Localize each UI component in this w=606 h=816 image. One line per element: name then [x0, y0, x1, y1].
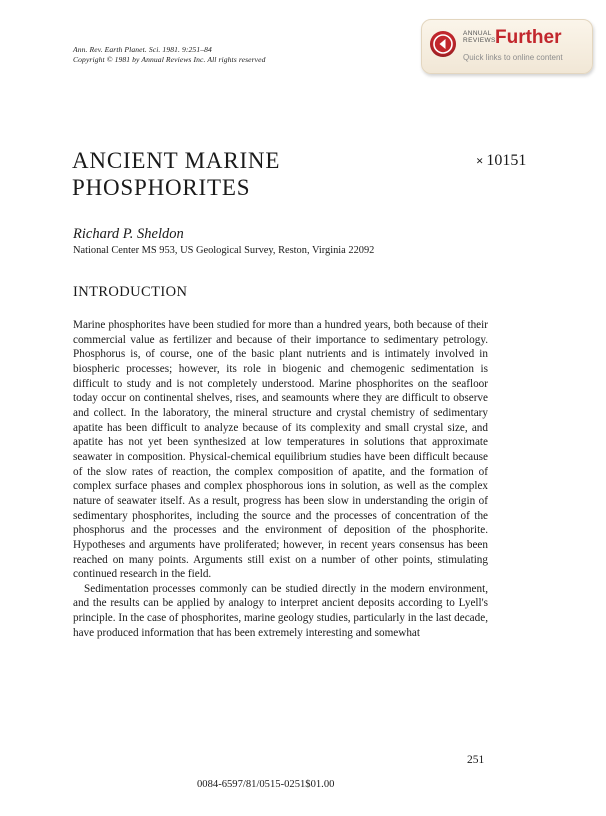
article-body — [73, 318, 488, 640]
further-label: Further — [495, 27, 562, 48]
page-number: 251 — [467, 754, 485, 766]
paragraph-2: Sedimentation processes commonly can be studied directly in the modern environment, and the results can be applied by analogy to interpret ancient deposits according to Lyell's principle. In the case of phosphorites, marine geology studies, particularly in the last decade, have produced information that has been extremely interesting and somewhat — [73, 582, 488, 639]
reference-number — [476, 151, 526, 171]
section-heading: INTRODUCTION — [73, 284, 188, 300]
back-arrow-icon — [430, 31, 456, 57]
article-code: 0084-6597/81/0515-0251$01.00 — [197, 779, 335, 790]
quick-links-label: Quick links to online content — [463, 53, 563, 62]
title-line-2: PHOSPHORITES — [72, 175, 251, 200]
title-line-1: ANCIENT MARINE — [72, 148, 281, 173]
annual-reviews-label: ANNUAL REVIEWS — [463, 30, 496, 44]
copyright-notice: Copyright © 1981 by Annual Reviews Inc. All rights reserved — [73, 55, 266, 64]
author-affiliation: National Center MS 953, US Geological Survey, Reston, Virginia 22092 — [73, 245, 375, 256]
reference-number-value: 10151 — [486, 152, 527, 169]
author-name: Richard P. Sheldon — [73, 226, 184, 242]
journal-reference — [73, 45, 266, 65]
cross-mark-icon: × — [476, 153, 484, 168]
journal-citation: Ann. Rev. Earth Planet. Sci. 1981. 9:251–84 — [73, 45, 212, 54]
paragraph-1: Marine phosphorites have been studied for more than a hundred years, both because of their commercial value as fertilizer and because of their importance to sedimentary petrology. Phosphorus is, of course, one of the basic plant nutrients and is intimately involved in biospheric processes; however, its role in biogenic and chemogenic sedimentation is difficult to study and is not completely understood. Marine phosphorites on the seafloor today occur on continental shelves, rises, and seamounts where they are difficult to observe and collect. In the laboratory, the mineral structure and crystal chemistry of sedimentary apatite has been difficult to analyze because of its complexity and small crystal size, and apatite has not yet been synthesized at low temperatures in solutions that approximate seawater in composition. Physical-chemical equilibrium studies have been difficult because of the slow rates of reaction, the complex composition of apatite, and the formation of complex surface phases and complex phosphorous ions in solution, as well as the complex nature of seawater itself. As a result, progress has been slow in understanding the origin of sedimentary phosphorites, including the source and the processes of concentration of the phosphorus and the processes and the environment of deposition of the phosphorite. Hypotheses and arguments have proliferated; however, in recent years consensus has been reached on many points. Arguments still exist on a number of other points, stimulating continued research in the field. — [73, 319, 488, 581]
further-links-badge[interactable] — [421, 19, 593, 74]
article-title — [72, 147, 280, 201]
